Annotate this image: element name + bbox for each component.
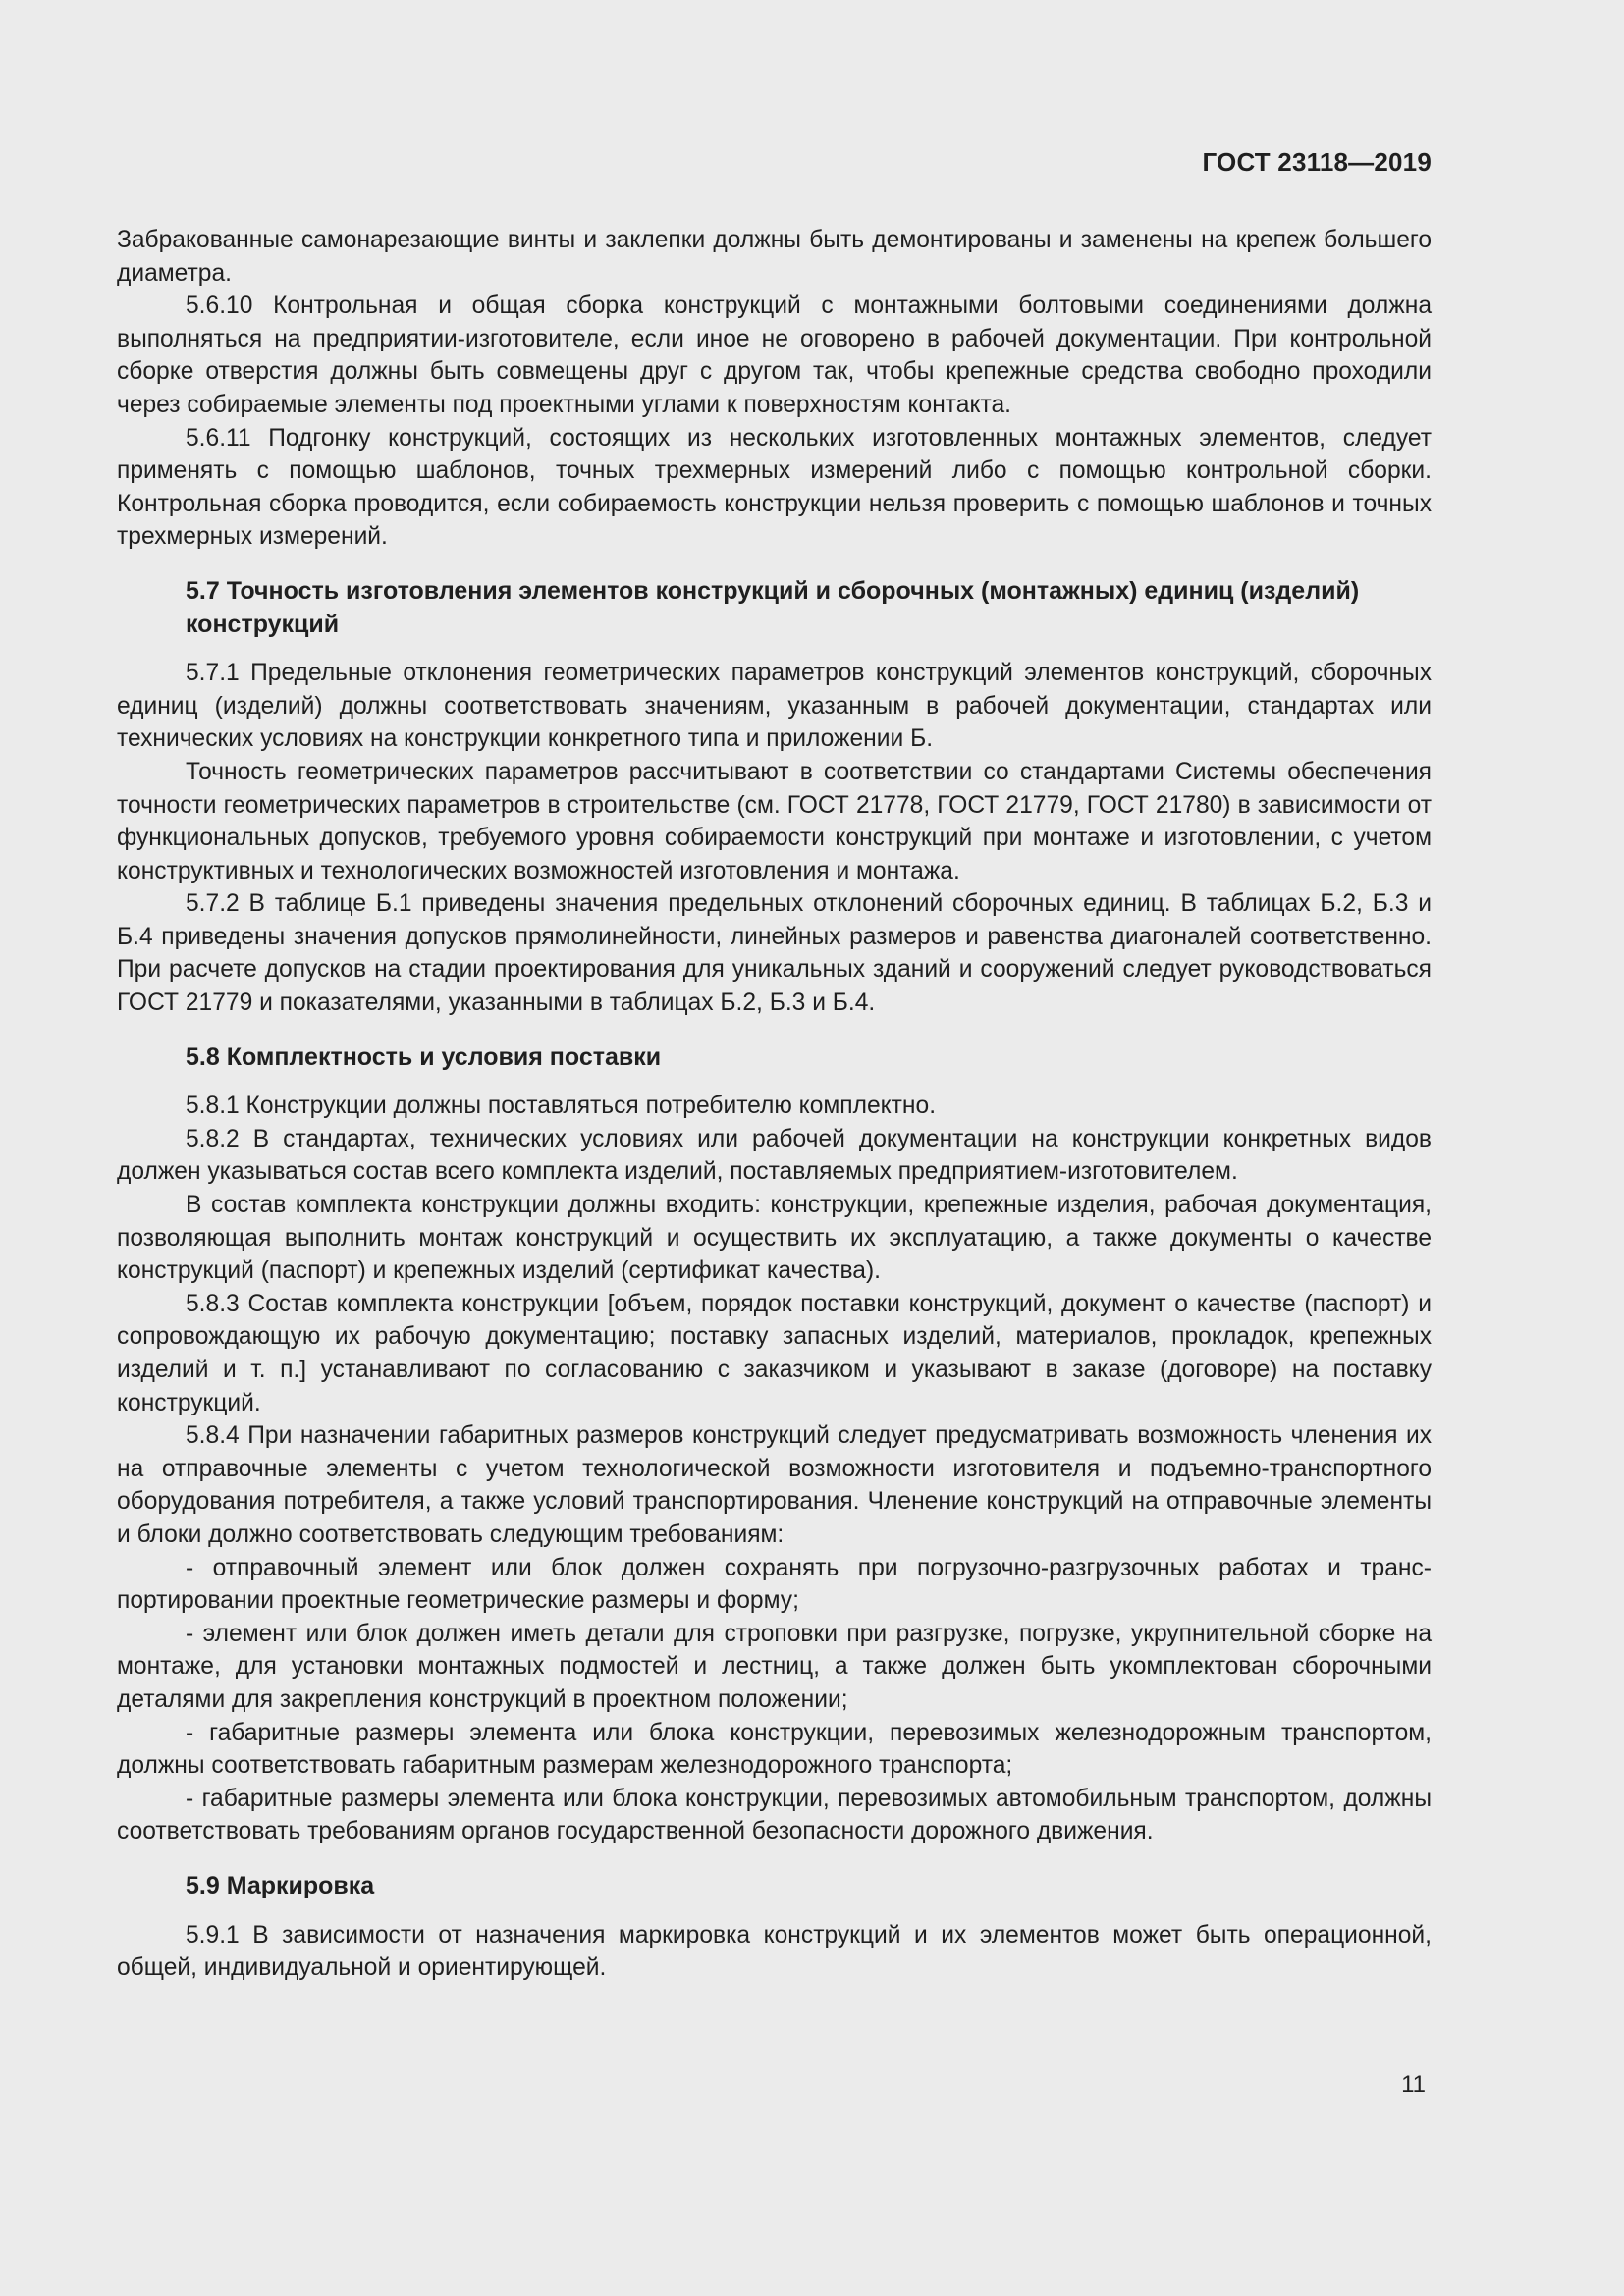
list-item-dimensions-form: - отправочный элемент или блок должен сохранять при погрузочно-разгрузочных работах и транспортировании проектные геометрические размеры и форму; [117, 1554, 1432, 1615]
page-body [117, 224, 1432, 1985]
list-item-slinging-details: - элемент или блок должен иметь детали для строповки при разгрузке, погрузке, укрупнительной сборке на монтаже, для установки монтажных подмостей и лестниц, а также должен быть укомплектован сборочными деталями для закрепления конструкций в проектном положении; [117, 1620, 1432, 1713]
paragraph-5-8-1: 5.8.1 Конструкции должны поставляться потребителю комплектно. [186, 1093, 937, 1120]
paragraph-5-7-2: 5.7.2 В таблице Б.1 приведены значения предельных отклонений сборочных единиц. В таблицах Б.2, Б.3 и Б.4 приведены значения допусков прямолинейности, линейных размеров и равенства диагоналей соответственно. При расчете допусков на стадии проектирования для уникальных зданий и сооружений следует руководствоваться ГОСТ 21779 и показателями, указанными в таблицах Б.2, Б.3 и Б.4. [117, 890, 1432, 1017]
page-number: 11 [1401, 2071, 1426, 2098]
paragraph-5-6-10: 5.6.10 Контрольная и общая сборка конструкций с монтажными болтовыми соединениями должна выполняться на предприятии-изготовителе, если иное не оговорено в рабочей документации. При контрольной сборке отверстия должны быть совмещены друг с другом так, чтобы крепежные средства свободно проходили через собираемые элементы под проектными углами к поверхностям контакта. [117, 293, 1432, 418]
section-heading-5-9: 5.9 Маркировка [186, 1871, 375, 1899]
paragraph-5-6-11: 5.6.11 Подгонку конструкций, состоящих из нескольких изготовленных монтажных элементов, следует применять с помощью шаблонов, точных трехмерных измерений либо с помощью контрольной сборки. Контрольная сборка проводится, если собираемость конструкции нельзя проверить с помощью шаблонов и точных трехмерных измерений. [117, 424, 1432, 551]
document-id-header: ГОСТ 23118—2019 [1202, 147, 1432, 177]
list-item-road-transport: - габаритные размеры элемента или блока конструкции, перевозимых автомобильным транспортом, должны соответствовать требованиям органов государственной безопасности дорожного движения. [117, 1785, 1432, 1845]
section-heading-5-8: 5.8 Комплектность и условия поставки [186, 1042, 662, 1071]
paragraph-geometric-accuracy: Точность геометрических параметров рассчитывают в соответствии со стандартами Системы обеспечения точности геометрических параметров в строительстве (см. ГОСТ 21778, ГОСТ 21779, ГОСТ 21780) в зависимости от функциональных допусков, требуемого уровня собираемости конструкций при монтаже и изготовлении, с учетом конструктивных и технологических возможностей изготовления и монтажа. [117, 758, 1432, 884]
paragraph-kit-composition: В состав комплекта конструкции должны входить: конструкции, крепежные изделия, рабочая документация, позволяющая выполнить монтаж конструкций и осуществить их эксплуатацию, а также документы о качестве конструкций (паспорт) и крепежных изделий (сертификат качества). [117, 1192, 1432, 1285]
section-heading-5-7: 5.7 Точность изготовления элементов конструкций и сборочных (монтажных) единиц (изделий) конструкций [186, 576, 1360, 638]
paragraph-5-7-1: 5.7.1 Предельные отклонения геометрических параметров конструкций элементов конструкций, сборочных единиц (изделий) должны соответствовать значениям, указанным в рабочей документации, стандартах или технических условиях на конструкции конкретного типа и приложении Б. [117, 660, 1432, 753]
paragraph-rejected-fasteners: Забракованные самонарезающие винты и заклепки должны быть демонтированы и заменены на крепеж большего диаметра. [117, 227, 1432, 287]
paragraph-5-9-1: 5.9.1 В зависимости от назначения маркировка конструкций и их элементов может быть операционной, общей, индивидуальной и ориентирующей. [117, 1921, 1432, 1982]
paragraph-5-8-4: 5.8.4 При назначении габаритных размеров конструкций следует предусматривать возможность членения их на отправочные элементы с учетом технологической возможности изготовителя и подъемно-транспортного оборудования потребителя, а также условий транспортирования. Членение конструкций на отправочные элементы и блоки должно соответствовать следующим требованиям: [117, 1422, 1432, 1548]
paragraph-5-8-2: 5.8.2 В стандартах, технических условиях или рабочей документации на конструкции конкретных видов должен указываться состав всего комплекта изделий, поставляемых предприятием-изготовителем. [117, 1125, 1432, 1186]
list-item-railway-dimensions: - габаритные размеры элемента или блока конструкции, перевозимых железнодорожным транспортом, должны соответствовать габаритным размерам железнодорожного транспорта; [117, 1719, 1432, 1780]
paragraph-5-8-3: 5.8.3 Состав комплекта конструкции [объем, порядок поставки конструкций, документ о качестве (паспорт) и сопровождающую их рабочую документацию; поставку запасных изделий, материалов, прокладок, крепежных изделий и т. п.] устанавливают по согласованию с заказчиком и указывают в заказе (договоре) на поставку конструкций. [117, 1290, 1432, 1416]
